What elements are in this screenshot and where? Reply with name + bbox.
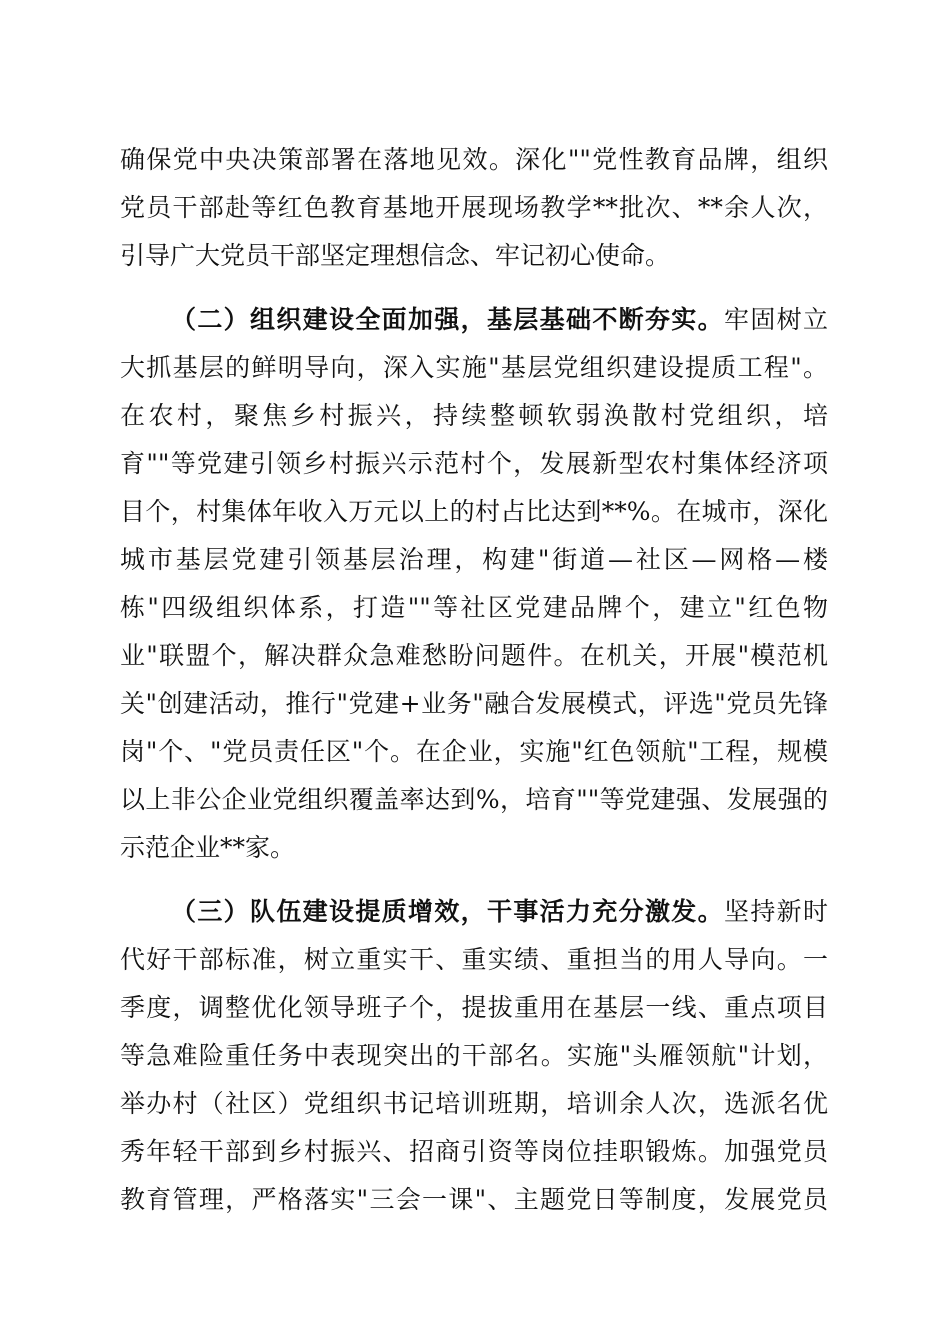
paragraph-line: 确保党中央决策部署在落地见效。深化""党性教育品牌，组织: [120, 145, 828, 174]
paragraph-line: 以上非公企业党组织覆盖率达到%，培育""等党建强、发展强的: [120, 785, 828, 814]
paragraph-line: 岗"个、"党员责任区"个。在企业，实施"红色领航"工程，规模: [120, 737, 828, 766]
paragraph-line: 等急难险重任务中表现突出的干部名。实施"头雁领航"计划，: [120, 1041, 828, 1070]
section-3-lead-text: 坚持新时: [723, 897, 828, 926]
paragraph-line: 代好干部标准，树立重实干、重实绩、重担当的用人导向。一: [120, 945, 828, 974]
section-2-heading: （二）组织建设全面加强，基层基础不断夯实。: [171, 305, 724, 334]
section-3-first-line: [171, 888, 828, 936]
section-3-heading: （三）队伍建设提质增效，干事活力充分激发。: [171, 897, 724, 926]
paragraph-line: 教育管理，严格落实"三会一课"、主题党日等制度，发展党员: [120, 1185, 828, 1214]
section-2-lead-text: 牢固树立: [723, 305, 828, 334]
paragraph-line: 目个，村集体年收入万元以上的村占比达到**%。在城市，深化: [120, 497, 828, 526]
paragraph-line: 关"创建活动，推行"党建+业务"融合发展模式，评选"党员先锋: [120, 689, 828, 718]
paragraph-line: 示范企业**家。: [120, 833, 296, 862]
paragraph-line: 季度，调整优化领导班子个，提拔重用在基层一线、重点项目: [120, 993, 828, 1022]
paragraph-line: 秀年轻干部到乡村振兴、招商引资等岗位挂职锻炼。加强党员: [120, 1137, 828, 1166]
paragraph-line: 大抓基层的鲜明导向，深入实施"基层党组织建设提质工程"。: [120, 353, 828, 382]
paragraph-line: 举办村（社区）党组织书记培训班期，培训余人次，选派名优: [120, 1089, 828, 1118]
paragraph-line: 育""等党建引领乡村振兴示范村个，发展新型农村集体经济项: [120, 449, 828, 478]
paragraph-line: 在农村，聚焦乡村振兴，持续整顿软弱涣散村党组织，培: [120, 401, 828, 430]
paragraph-line: 栋"四级组织体系，打造""等社区党建品牌个，建立"红色物: [120, 593, 828, 622]
paragraph-line: 城市基层党建引领基层治理，构建"街道—社区—网格—楼: [120, 545, 828, 574]
paragraph-line: 引导广大党员干部坚定理想信念、牢记初心使命。: [120, 241, 671, 270]
paragraph-line: 业"联盟个，解决群众急难愁盼问题件。在机关，开展"模范机: [120, 641, 828, 670]
paragraph-line: 党员干部赴等红色教育基地开展现场教学**批次、**余人次，: [120, 193, 828, 222]
section-2-first-line: [171, 296, 828, 344]
